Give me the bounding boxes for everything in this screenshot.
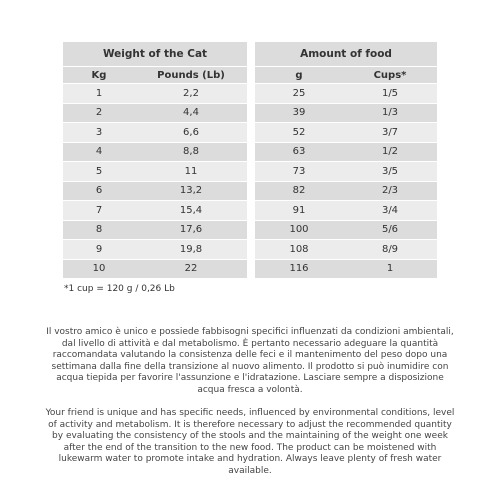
kg-cell: 4 [63, 142, 135, 162]
table-row [63, 201, 437, 221]
cups-cell: 5/6 [343, 220, 437, 240]
cups-cell: 1/3 [343, 103, 437, 123]
pounds-cell: 6,6 [135, 123, 247, 143]
cup-footnote: *1 cup = 120 g / 0,26 Lb [64, 284, 175, 294]
cups-cell: 1/5 [343, 84, 437, 104]
grams-cell: 52 [255, 123, 343, 143]
grams-cell: 73 [255, 162, 343, 182]
grams-cell: 63 [255, 142, 343, 162]
kg-cell: 1 [63, 84, 135, 104]
grams-cell: 108 [255, 240, 343, 260]
cups-cell: 3/5 [343, 162, 437, 182]
kg-cell: 8 [63, 220, 135, 240]
pounds-cell: 15,4 [135, 201, 247, 221]
pounds-cell: 2,2 [135, 84, 247, 104]
column-gap [247, 67, 255, 84]
cups-cell: 1 [343, 259, 437, 279]
column-gap [247, 201, 255, 221]
kg-cell: 6 [63, 181, 135, 201]
grams-cell: 91 [255, 201, 343, 221]
pounds-cell: 19,8 [135, 240, 247, 260]
kg-cell: 7 [63, 201, 135, 221]
pounds-cell: 11 [135, 162, 247, 182]
cups-cell: 3/7 [343, 123, 437, 143]
grams-cell: 25 [255, 84, 343, 104]
cat-weight-header: Weight of the Cat [63, 42, 247, 67]
table-row [63, 220, 437, 240]
column-gap [247, 162, 255, 182]
column-gap [247, 123, 255, 143]
cups-cell: 3/4 [343, 201, 437, 221]
table-row [63, 181, 437, 201]
table-row [63, 142, 437, 162]
column-gap [247, 240, 255, 260]
italian-description: Il vostro amico è unico e possiede fabbisogni specifici influenzati da condizioni ambientali, dal livello di attività e dal metabolismo. È pertanto necessario adeguare la quantità raccomandata valutando la consistenza delle feci e il mantenimento del peso dopo una settimana dalla fine della transizione al nuovo alimento. Il prodotto si può inumidire con acqua tiepida per favorire l'assunzione e l'idratazione. Lasciare sempre a disposizione acqua fresca a volontà. [46, 327, 454, 395]
food-amount-header: Amount of food [255, 42, 437, 67]
pounds-cell: 17,6 [135, 220, 247, 240]
table-row [63, 123, 437, 143]
column-gap [247, 103, 255, 123]
feeding-table [63, 42, 437, 279]
column-gap [247, 84, 255, 104]
cups-cell: 8/9 [343, 240, 437, 260]
pounds-column-header: Pounds (Lb) [135, 67, 247, 84]
cups-column-header: Cups* [343, 67, 437, 84]
pounds-cell: 13,2 [135, 181, 247, 201]
grams-cell: 100 [255, 220, 343, 240]
kg-cell: 2 [63, 103, 135, 123]
column-gap [247, 220, 255, 240]
kg-cell: 5 [63, 162, 135, 182]
table-row [63, 103, 437, 123]
column-gap [247, 259, 255, 279]
table-row [63, 84, 437, 104]
table-row [63, 162, 437, 182]
table-row [63, 259, 437, 279]
english-description: Your friend is unique and has specific needs, influenced by environmental conditions, level of activity and metabolism. It is therefore necessary to adjust the recommended quantity by evaluating the consistency of the stools and the maintaining of the weight one week after the end of the transition to the new food. The product can be moistened with lukewarm water to promote intake and hydration. Always leave plenty of fresh water available. [45, 408, 455, 476]
pounds-cell: 4,4 [135, 103, 247, 123]
column-gap [247, 142, 255, 162]
grams-cell: 116 [255, 259, 343, 279]
pounds-cell: 22 [135, 259, 247, 279]
grams-cell: 82 [255, 181, 343, 201]
kg-cell: 3 [63, 123, 135, 143]
kg-cell: 9 [63, 240, 135, 260]
cups-cell: 2/3 [343, 181, 437, 201]
table-row [63, 240, 437, 260]
column-gap [247, 42, 255, 67]
kg-cell: 10 [63, 259, 135, 279]
cups-cell: 1/2 [343, 142, 437, 162]
column-gap [247, 181, 255, 201]
kg-column-header: Kg [63, 67, 135, 84]
grams-column-header: g [255, 67, 343, 84]
grams-cell: 39 [255, 103, 343, 123]
pounds-cell: 8,8 [135, 142, 247, 162]
